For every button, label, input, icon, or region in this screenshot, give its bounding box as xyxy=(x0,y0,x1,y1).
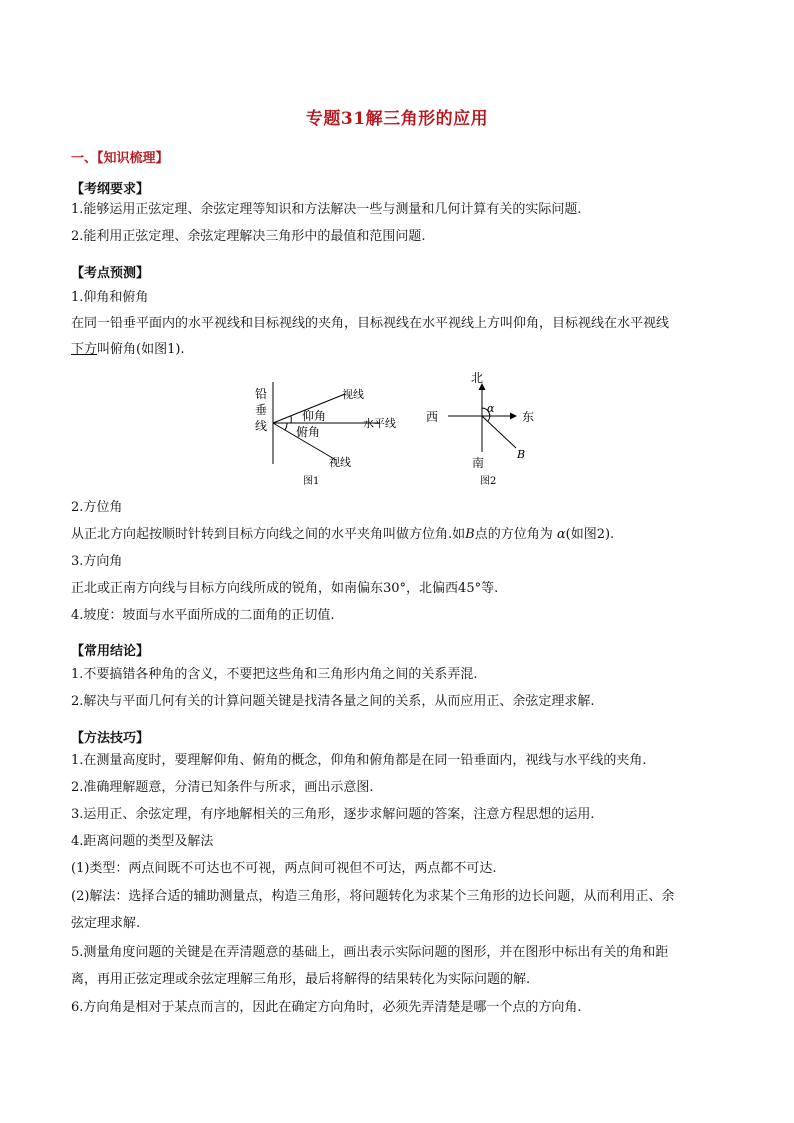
horizontal-label: 水平线 xyxy=(363,417,396,430)
vertical-label-1: 铅 xyxy=(255,387,268,401)
method-item-2: 2.准确理解题意，分清已知条件与所求，画出示意图. xyxy=(71,780,374,795)
point-3-text: 正北或正南方向线与目标方向线所成的锐角，如南偏东30°，北偏西45°等. xyxy=(71,581,499,596)
method-item-4-2: (2)解法：选择合适的辅助测量点，构造三角形，将问题转化为求某个三角形的边长问题，从而利用正、余 xyxy=(71,889,675,904)
point-2-text-a: 从正北方向起按顺时针转到目标方向线之间的水平夹角叫做方位角.如 xyxy=(71,527,466,542)
method-item-1: 1.在测量高度时，要理解仰角、俯角的概念，仰角和俯角都是在同一铅垂面内，视线与水平线的夹角. xyxy=(71,753,647,768)
figure-2-caption: 图2 xyxy=(480,476,497,487)
depression-label: 俯角 xyxy=(296,425,321,439)
point-1-title: 1.仰角和俯角 xyxy=(71,290,149,305)
method-item-5-cont: 离，再用正弦定理或余弦定理解三角形，最后将解得的结果转化为实际问题的解. xyxy=(71,972,531,987)
heading-exam-requirements: 【考纲要求】 xyxy=(71,182,150,197)
alpha-symbol: α xyxy=(556,527,566,542)
point-b-label: B xyxy=(517,448,526,461)
point-3-title: 3.方向角 xyxy=(71,554,123,569)
exam-item-1: 1.能够运用正弦定理、余弦定理等知识和方法解决一些与测量和几何计算有关的实际问题. xyxy=(71,202,582,217)
heading-key-points: 【考点预测】 xyxy=(71,266,150,281)
figure-1-caption: 图1 xyxy=(303,476,320,487)
section-heading: 一、【知识梳理】 xyxy=(71,151,169,166)
method-item-4-2-cont: 弦定理求解. xyxy=(71,916,141,931)
heading-common-conclusions: 【常用结论】 xyxy=(71,644,150,659)
exam-item-2: 2.能利用正弦定理、余弦定理解决三角形中的最值和范围问题. xyxy=(71,229,426,244)
heading-methods: 【方法技巧】 xyxy=(71,731,150,746)
vertical-label-2: 垂 xyxy=(255,403,268,417)
west-label: 西 xyxy=(426,410,439,424)
point-1-text-end: 叫俯角(如图1). xyxy=(97,342,185,357)
elevation-label: 仰角 xyxy=(302,409,327,423)
direction-line-b xyxy=(482,416,516,448)
figure-2-azimuth xyxy=(420,366,550,488)
point-2-title: 2.方位角 xyxy=(71,500,123,515)
south-label: 南 xyxy=(472,456,485,470)
method-item-3: 3.运用正、余弦定理，有序地解相关的三角形，逐步求解问题的答案，注意方程思想的运用. xyxy=(71,807,595,822)
point-2-text-b: 点的方位角为 xyxy=(474,527,553,542)
point-1-text-cont xyxy=(71,341,731,359)
method-item-6: 6.方向角是相对于某点而言的，因此在确定方向角时，必须先弄清楚是哪一个点的方向角. xyxy=(71,1000,582,1015)
method-item-5: 5.测量角度问题的关键是在弄清题意的基础上，画出表示实际问题的图形，并在图形中标出有关的角和距 xyxy=(71,945,669,960)
depression-angle-arc xyxy=(285,423,287,430)
point-2-text xyxy=(71,526,731,544)
point-b: B xyxy=(465,527,475,542)
common-item-2: 2.解决与平面几何有关的计算问题关键是找清各量之间的关系，从而应用正、余弦定理求解. xyxy=(71,694,595,709)
figure-1-elevation-depression xyxy=(250,376,420,488)
east-label: 东 xyxy=(522,410,535,424)
vertical-label-3: 线 xyxy=(255,419,268,433)
point-1-text: 在同一铅垂平面内的水平视线和目标视线的夹角，目标视线在水平视线上方叫仰角，目标视线在水平视线 xyxy=(71,316,670,331)
point-2-text-c: (如图2). xyxy=(565,527,615,542)
alpha-label: α xyxy=(487,402,495,415)
underlined-term: 下方 xyxy=(71,342,98,357)
page-title: 专题31解三角形的应用 xyxy=(305,109,489,129)
method-item-4-1: (1)类型：两点间既不可达也不可视，两点间可视但不可达，两点都不可达. xyxy=(71,861,497,876)
north-label: 北 xyxy=(471,371,484,385)
point-4-text: 4.坡度：坡面与水平面所成的二面角的正切值. xyxy=(71,608,335,623)
sight-label-bottom: 视线 xyxy=(329,456,351,469)
method-item-4: 4.距离问题的类型及解法 xyxy=(71,834,214,849)
sight-label-top: 视线 xyxy=(342,388,364,401)
common-item-1: 1.不要搞错各种角的含义，不要把这些角和三角形内角之间的关系弄混. xyxy=(71,667,478,682)
